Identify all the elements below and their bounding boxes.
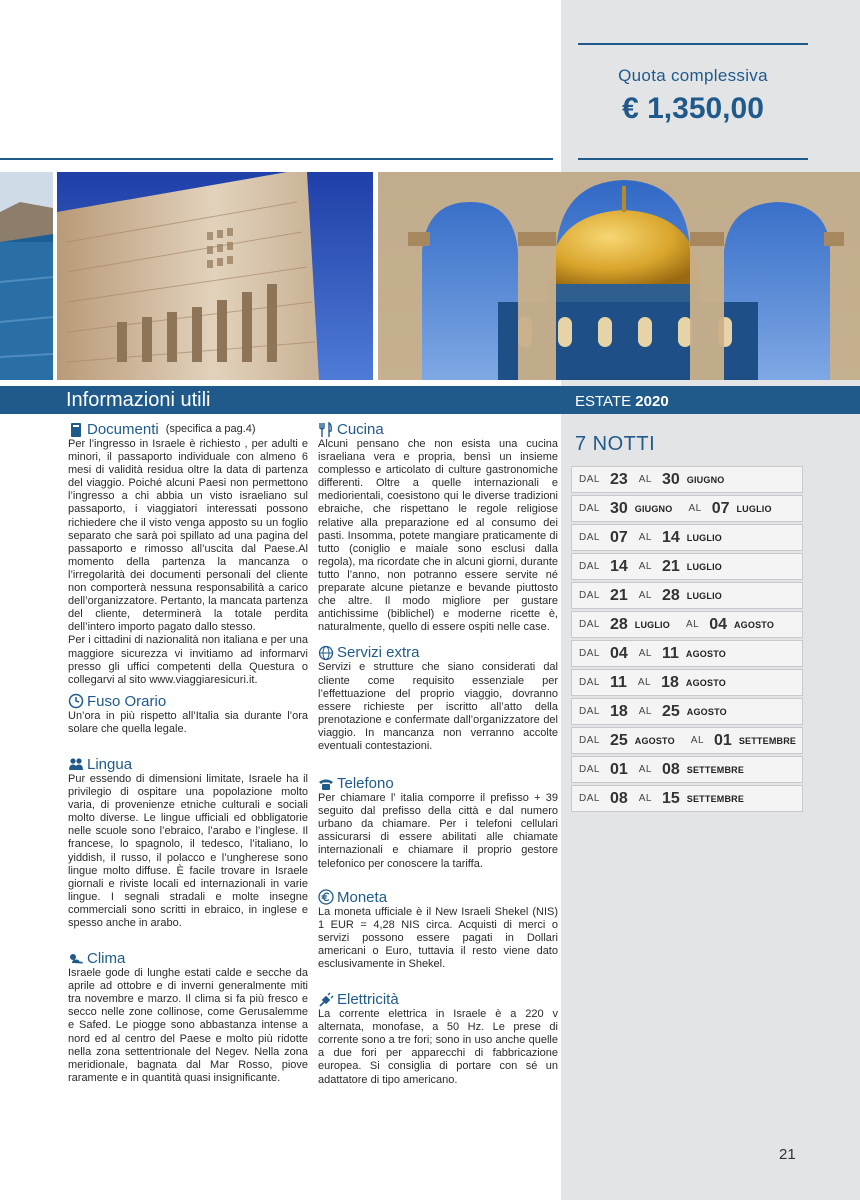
to-day: 15 [661, 789, 680, 807]
section-cucina [318, 421, 558, 634]
nights-title: 7 NOTTI [575, 433, 656, 455]
departure-date-row [571, 524, 803, 551]
to-day: 08 [661, 760, 680, 778]
section-header [68, 950, 308, 967]
dal-label: DAL [579, 503, 600, 514]
departure-date-row [571, 553, 803, 580]
paragraph: Per l’ingresso in Israele è richiesto , per adulti e minori, il passaporto individuale con almeno 6 mesi di validità residua oltre la data di partenza del viaggio. Poiché alcuni Paesi non permettono l’ingresso a chi abbia un visto israeliano sul passaporto, i viaggiatori interessati possono richiedere che il visto venga apposto su un foglio separato che sarà poi spillato ad una pagina del passaporto e rimosso all’uscita dal Paese.Al momento della partenza la mancanza o l’irregolarità dei documenti personali del cliente non comporterà nessuna responsabilità a carico dell’organizzatore. Pertanto, la mancata partenza del cliente, determinerà la totale perdita dell’intero importo pagato dallo stesso. [68, 438, 308, 634]
from-day: 07 [609, 528, 628, 546]
dal-label: DAL [579, 619, 600, 630]
section-body [68, 773, 308, 930]
dal-label: DAL [579, 764, 600, 775]
to-day: 25 [661, 702, 680, 720]
to-month: GIUGNO [686, 474, 725, 485]
section-telefono [318, 775, 558, 871]
to-day: 30 [661, 470, 680, 488]
season-year: 2020 [635, 393, 669, 410]
to-day: 01 [714, 731, 732, 749]
to-month: LUGLIO [736, 503, 772, 514]
section-title: Servizi extra [337, 644, 420, 662]
to-day: 28 [661, 586, 680, 604]
to-month: SETTEMBRE [738, 735, 797, 746]
clock-icon [68, 693, 84, 709]
section-body [318, 792, 558, 871]
from-day: 28 [609, 615, 628, 633]
dal-label: DAL [579, 474, 600, 485]
to-month: AGOSTO [685, 677, 726, 688]
paragraph: Israele gode di lunghe estati calde e secche da aprile ad ottobre e di inverni generalmente miti tra novembre e marzo. Il clima si fa più fresco e secco nelle zone collinose, come Gerusalemme e Safed. Le piogge sono abbastanza intense a nord ed al centro del Paese e molto più ridotte nella zona settentrionale del Negev. Nella zona meridionale, bagnata dal Mar Rosso, piove raramente e in quantità quasi insignificante. [68, 967, 308, 1084]
al-label: AL [638, 764, 652, 775]
section-header [318, 644, 558, 661]
section-body [68, 710, 308, 736]
people-icon [68, 756, 84, 772]
section-servizi-extra [318, 644, 558, 753]
season-label [575, 392, 669, 412]
to-month: LUGLIO [686, 532, 722, 543]
section-title: Documenti [87, 421, 159, 438]
departure-date-row [571, 727, 803, 754]
from-month: AGOSTO [634, 735, 675, 746]
from-day: 18 [609, 702, 628, 720]
section-fuso-orario [68, 693, 308, 736]
to-day: 21 [661, 557, 680, 575]
sea-photo [0, 172, 53, 380]
from-day: 04 [609, 644, 628, 662]
from-day: 23 [609, 470, 628, 488]
al-label: AL [638, 590, 652, 601]
globe-icon [318, 645, 334, 661]
price-label: Quota complessiva [618, 66, 768, 85]
departure-date-row [571, 785, 803, 812]
al-label: AL [638, 532, 652, 543]
section-body [68, 967, 308, 1085]
section-moneta [318, 889, 558, 971]
to-month: LUGLIO [686, 590, 722, 601]
section-title: Lingua [87, 755, 133, 773]
section-title: Cucina [337, 421, 384, 438]
departure-date-row [571, 756, 803, 783]
departure-date-row [571, 640, 803, 667]
from-month: GIUGNO [634, 503, 673, 514]
al-label: AL [638, 706, 652, 717]
dal-label: DAL [579, 735, 600, 746]
dal-label: DAL [579, 793, 600, 804]
info-column-right [318, 421, 558, 1087]
cutlery-icon [318, 422, 334, 438]
section-body [318, 906, 558, 971]
to-month: SETTEMBRE [686, 793, 745, 804]
telephone-icon [318, 776, 334, 792]
to-day: 18 [661, 673, 679, 691]
header-rule [0, 158, 553, 160]
to-day: 07 [711, 499, 730, 517]
section-subtitle: (specifica a pag.4) [165, 423, 256, 435]
price-bottom-rule [578, 158, 808, 160]
section-body [318, 661, 558, 753]
basilica-photo [57, 172, 373, 380]
section-header [68, 756, 308, 773]
al-label: AL [688, 503, 702, 514]
section-documenti [68, 421, 308, 687]
section-title: Clima [87, 950, 126, 968]
al-label: AL [638, 793, 652, 804]
page-title: Informazioni utili [66, 389, 211, 411]
al-label: AL [637, 677, 652, 688]
price-top-rule [578, 43, 808, 45]
photo-band [0, 172, 860, 380]
paragraph: La corrente elettrica in Israele è a 220 v alternata, monofase, a 50 Hz. Le prese di corrente sono a tre fori; sono in uso anche quelle a due fori per apparecchi di fabbricazione europea. Si consiglia di portare con sé un adattatore di tipo americano. [318, 1008, 558, 1086]
section-title: Fuso Orario [87, 692, 167, 710]
departure-date-row [571, 669, 803, 696]
to-month: AGOSTO [733, 619, 775, 630]
departure-date-row [571, 582, 803, 609]
from-month: LUGLIO [634, 619, 670, 630]
departure-dates-list [571, 466, 803, 814]
section-header [68, 693, 308, 710]
page-number: 21 [779, 1146, 796, 1163]
price-value: € 1,350,00 [622, 92, 764, 125]
to-day: 04 [709, 615, 727, 633]
to-month: LUGLIO [686, 561, 722, 572]
section-title: Moneta [337, 888, 388, 906]
from-day: 01 [609, 760, 628, 778]
section-header [318, 889, 558, 906]
al-label: AL [638, 561, 652, 572]
section-header [318, 991, 558, 1008]
al-label: AL [685, 619, 700, 630]
from-day: 30 [609, 499, 628, 517]
section-header [68, 421, 308, 438]
departure-date-row [571, 698, 803, 725]
to-month: AGOSTO [686, 706, 727, 717]
from-day: 14 [609, 557, 628, 575]
departure-date-row [571, 495, 803, 522]
dal-label: DAL [579, 706, 600, 717]
from-day: 08 [609, 789, 628, 807]
dome-of-the-rock-photo [378, 172, 860, 380]
paragraph: Pur essendo di dimensioni limitate, Israele ha il privilegio di ospitare una popolazione molto varia, di provenienze etniche culturali e sociali molto diverse. Le lingue ufficiali ed obbligatorie nelle scuole sono l’ebraico, l’arabo e l’inglese. Il francese, lo spagnolo, il tedesco, l’italiano, lo yiddish, il russo, il polacco e l’ungherese sono lingue molto diffuse. È facile trovare in Israele giornali e riviste locali ed internazionali in varie lingue. I segnali stradali e molte insegne commerciali sono scritti in ebraico, in inglese e spesso anche in arabo. [68, 772, 308, 929]
section-title: Telefono [337, 775, 394, 793]
section-elettricita [318, 991, 558, 1087]
season-word: ESTATE [575, 393, 632, 410]
from-day: 11 [609, 673, 627, 691]
section-header [318, 421, 558, 438]
to-month: AGOSTO [685, 648, 726, 659]
dal-label: DAL [579, 590, 600, 601]
dal-label: DAL [579, 677, 600, 688]
paragraph: La moneta ufficiale è il New Israeli Shekel (NIS) 1 EUR = 4,28 NIS circa. Acquisti di merci o servizi possono essere pagati in Dollari americani o Euro, tuttavia il resto viene dato esclusivamente in Shekel. [318, 905, 558, 970]
departure-date-row [571, 611, 803, 638]
paragraph: Un’ora in più rispetto all’Italia sia durante l’ora solare che quella legale. [68, 709, 308, 735]
book-icon [68, 422, 84, 438]
from-day: 25 [609, 731, 628, 749]
al-label: AL [638, 474, 652, 485]
dal-label: DAL [579, 561, 600, 572]
al-label: AL [690, 735, 705, 746]
euro-icon [318, 889, 334, 905]
section-body [318, 1008, 558, 1087]
cloud-sun-icon [68, 951, 84, 967]
to-day: 11 [661, 644, 679, 662]
dal-label: DAL [579, 648, 600, 659]
from-day: 21 [609, 586, 628, 604]
to-month: SETTEMBRE [686, 764, 745, 775]
section-body [68, 438, 308, 687]
paragraph: Per i cittadini di nazionalità non italiana e per una maggiore sicurezza vi invitiamo ad informarvi presso gli uffici competenti della Questura o collegarvi al sito www.viaggiaresicuri.it. [68, 634, 308, 686]
info-column-left [68, 421, 308, 1085]
to-day: 14 [661, 528, 680, 546]
section-title: Elettricità [337, 991, 399, 1009]
section-body [318, 438, 558, 634]
paragraph: Alcuni pensano che non esista una cucina israeliana vera e propria, bensì un insieme complesso e articolato di culture gastronomiche differenti. Oltre a quelle internazionali e mediorientali, coesistono qui le diverse tradizioni ebraiche, che rispettano le regole religiose relative alla preparazione ed al consumo dei pasti. Insomma, potete mangiare praticamente di tutto (coniglio e maiale sono esclusi dalla regola), ma ricordate che in alcuni giorni, durante tutto l’anno, non potranno essere servite né preparate alcune pietanze e bevande piuttosto che altre. Il modo migliore per gustare antichissime (biblichel) e moderne ricette è, naturalmente, quello di essere ospiti nelle case. [318, 438, 558, 634]
section-clima [68, 950, 308, 1085]
dal-label: DAL [579, 532, 600, 543]
al-label: AL [638, 648, 652, 659]
departure-date-row [571, 466, 803, 493]
paragraph: Servizi e strutture che siano considerati dal cliente come requisito essenziale per l’effettuazione del proprio viaggio, dovranno essere richieste per iscritto all’atto della prenotazione e confermate dall’organizzatore del viaggio. In mancanza non verranno accolte eventuali contestazioni. [318, 661, 558, 752]
paragraph: Per chiamare l’ italia comporre il prefisso + 39 seguito dal prefisso della città e dal numero urbano da chiamare. Per i telefoni cellulari assicurarsi di essere abilitati alle chiamate internazionali e chiamare il proprio gestore telefonico per conoscere la tariffa. [318, 792, 558, 870]
section-header [318, 775, 558, 792]
section-lingua [68, 756, 308, 930]
plug-icon [318, 992, 334, 1008]
